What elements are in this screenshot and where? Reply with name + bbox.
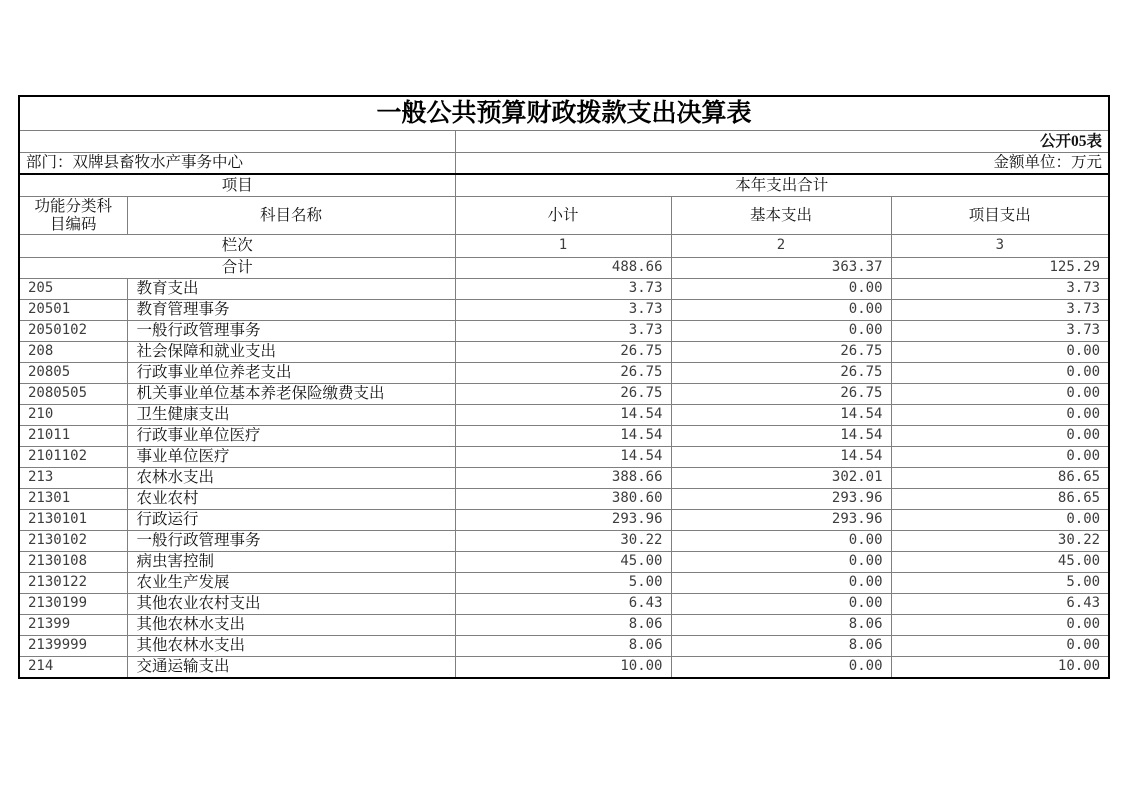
row-subject-name: 教育管理事务	[127, 300, 455, 321]
project-expense-column-header: 项目支出	[891, 197, 1109, 235]
row-subtotal: 5.00	[455, 573, 671, 594]
row-code: 2130122	[19, 573, 127, 594]
table-row	[19, 636, 1109, 657]
table-row	[19, 510, 1109, 531]
row-subtotal: 6.43	[455, 594, 671, 615]
table-row	[19, 279, 1109, 300]
row-subject-name: 交通运输支出	[127, 657, 455, 679]
table-row	[19, 321, 1109, 342]
row-basic: 0.00	[671, 531, 891, 552]
row-project: 0.00	[891, 510, 1109, 531]
row-code: 2130102	[19, 531, 127, 552]
row-subject-name: 病虫害控制	[127, 552, 455, 573]
table-row	[19, 300, 1109, 321]
row-code: 2080505	[19, 384, 127, 405]
table-row	[19, 615, 1109, 636]
row-project: 0.00	[891, 342, 1109, 363]
row-project: 0.00	[891, 447, 1109, 468]
row-code: 21301	[19, 489, 127, 510]
row-basic: 293.96	[671, 489, 891, 510]
budget-table	[18, 95, 1110, 679]
row-basic: 14.54	[671, 447, 891, 468]
row-subtotal: 380.60	[455, 489, 671, 510]
row-code: 208	[19, 342, 127, 363]
row-subject-name: 农业生产发展	[127, 573, 455, 594]
row-basic: 0.00	[671, 300, 891, 321]
row-subject-name: 社会保障和就业支出	[127, 342, 455, 363]
row-code: 21399	[19, 615, 127, 636]
row-basic: 8.06	[671, 615, 891, 636]
row-basic: 8.06	[671, 636, 891, 657]
row-code: 20805	[19, 363, 127, 384]
row-project: 3.73	[891, 321, 1109, 342]
row-project: 3.73	[891, 300, 1109, 321]
row-subject-name: 其他农林水支出	[127, 636, 455, 657]
subtotal-column-header: 小计	[455, 197, 671, 235]
row-basic: 0.00	[671, 573, 891, 594]
row-subject-name: 教育支出	[127, 279, 455, 300]
row-code: 210	[19, 405, 127, 426]
row-code: 2139999	[19, 636, 127, 657]
table-row	[19, 426, 1109, 447]
row-subtotal: 45.00	[455, 552, 671, 573]
table-row	[19, 342, 1109, 363]
total-basic: 363.37	[671, 258, 891, 279]
row-project: 5.00	[891, 573, 1109, 594]
row-subtotal: 8.06	[455, 636, 671, 657]
row-basic: 26.75	[671, 363, 891, 384]
row-code: 2050102	[19, 321, 127, 342]
code-column-header	[19, 197, 127, 235]
row-project: 0.00	[891, 405, 1109, 426]
row-subtotal: 293.96	[455, 510, 671, 531]
row-code: 2101102	[19, 447, 127, 468]
table-row	[19, 405, 1109, 426]
empty-cell	[19, 131, 455, 153]
row-subtotal: 8.06	[455, 615, 671, 636]
row-subtotal: 30.22	[455, 531, 671, 552]
row-subtotal: 26.75	[455, 384, 671, 405]
row-basic: 14.54	[671, 426, 891, 447]
table-row	[19, 573, 1109, 594]
row-subject-name: 一般行政管理事务	[127, 321, 455, 342]
row-basic: 0.00	[671, 321, 891, 342]
row-subject-name: 其他农林水支出	[127, 615, 455, 636]
subject-column-header: 科目名称	[127, 197, 455, 235]
row-subtotal: 388.66	[455, 468, 671, 489]
row-project: 86.65	[891, 468, 1109, 489]
table-tag: 公开05表	[455, 131, 1109, 153]
table-row	[19, 489, 1109, 510]
table-row	[19, 468, 1109, 489]
row-subject-name: 机关事业单位基本养老保险缴费支出	[127, 384, 455, 405]
column-index-3: 3	[891, 235, 1109, 258]
column-index-1: 1	[455, 235, 671, 258]
table-row	[19, 447, 1109, 468]
table-row	[19, 531, 1109, 552]
row-subtotal: 26.75	[455, 342, 671, 363]
row-project: 0.00	[891, 363, 1109, 384]
row-project: 0.00	[891, 615, 1109, 636]
page-title: 一般公共预算财政拨款支出决算表	[19, 96, 1109, 131]
table-row	[19, 552, 1109, 573]
total-project: 125.29	[891, 258, 1109, 279]
row-subtotal: 14.54	[455, 405, 671, 426]
total-label: 合计	[19, 258, 455, 279]
row-code: 21011	[19, 426, 127, 447]
row-subtotal: 26.75	[455, 363, 671, 384]
row-subtotal: 10.00	[455, 657, 671, 679]
project-group-header: 项目	[19, 174, 455, 197]
row-subject-name: 其他农业农村支出	[127, 594, 455, 615]
row-subtotal: 3.73	[455, 321, 671, 342]
basic-column-header: 基本支出	[671, 197, 891, 235]
row-project: 0.00	[891, 426, 1109, 447]
column-index-label: 栏次	[19, 235, 455, 258]
unit-label: 金额单位：万元	[455, 153, 1109, 175]
row-basic: 302.01	[671, 468, 891, 489]
total-subtotal: 488.66	[455, 258, 671, 279]
title-row	[19, 96, 1109, 131]
row-code: 213	[19, 468, 127, 489]
row-project: 30.22	[891, 531, 1109, 552]
row-subject-name: 一般行政管理事务	[127, 531, 455, 552]
row-subject-name: 行政事业单位医疗	[127, 426, 455, 447]
row-basic: 26.75	[671, 342, 891, 363]
group-header-row	[19, 174, 1109, 197]
row-code: 2130199	[19, 594, 127, 615]
row-basic: 14.54	[671, 405, 891, 426]
row-code: 205	[19, 279, 127, 300]
row-subject-name: 行政运行	[127, 510, 455, 531]
row-code: 214	[19, 657, 127, 679]
row-project: 3.73	[891, 279, 1109, 300]
table-row	[19, 594, 1109, 615]
row-subtotal: 3.73	[455, 279, 671, 300]
row-basic: 0.00	[671, 552, 891, 573]
row-code: 2130108	[19, 552, 127, 573]
row-subtotal: 14.54	[455, 426, 671, 447]
column-index-row	[19, 235, 1109, 258]
row-project: 10.00	[891, 657, 1109, 679]
row-basic: 0.00	[671, 594, 891, 615]
row-subject-name: 行政事业单位养老支出	[127, 363, 455, 384]
department-row	[19, 153, 1109, 175]
table-row	[19, 363, 1109, 384]
row-basic: 26.75	[671, 384, 891, 405]
year-total-group-header: 本年支出合计	[455, 174, 1109, 197]
table-row	[19, 384, 1109, 405]
row-project: 6.43	[891, 594, 1109, 615]
table-tag-row	[19, 131, 1109, 153]
row-subject-name: 事业单位医疗	[127, 447, 455, 468]
row-project: 0.00	[891, 636, 1109, 657]
row-subtotal: 3.73	[455, 300, 671, 321]
table-row	[19, 657, 1109, 679]
column-index-2: 2	[671, 235, 891, 258]
row-subject-name: 农业农村	[127, 489, 455, 510]
row-project: 86.65	[891, 489, 1109, 510]
department-label: 部门：双牌县畜牧水产事务中心	[19, 153, 455, 175]
row-basic: 0.00	[671, 279, 891, 300]
row-subject-name: 农林水支出	[127, 468, 455, 489]
row-code: 20501	[19, 300, 127, 321]
total-row	[19, 258, 1109, 279]
row-project: 45.00	[891, 552, 1109, 573]
row-basic: 0.00	[671, 657, 891, 679]
column-header-row	[19, 197, 1109, 235]
row-subtotal: 14.54	[455, 447, 671, 468]
code-column-header-label: 功能分类科目编码	[34, 197, 113, 233]
row-basic: 293.96	[671, 510, 891, 531]
row-project: 0.00	[891, 384, 1109, 405]
row-code: 2130101	[19, 510, 127, 531]
row-subject-name: 卫生健康支出	[127, 405, 455, 426]
